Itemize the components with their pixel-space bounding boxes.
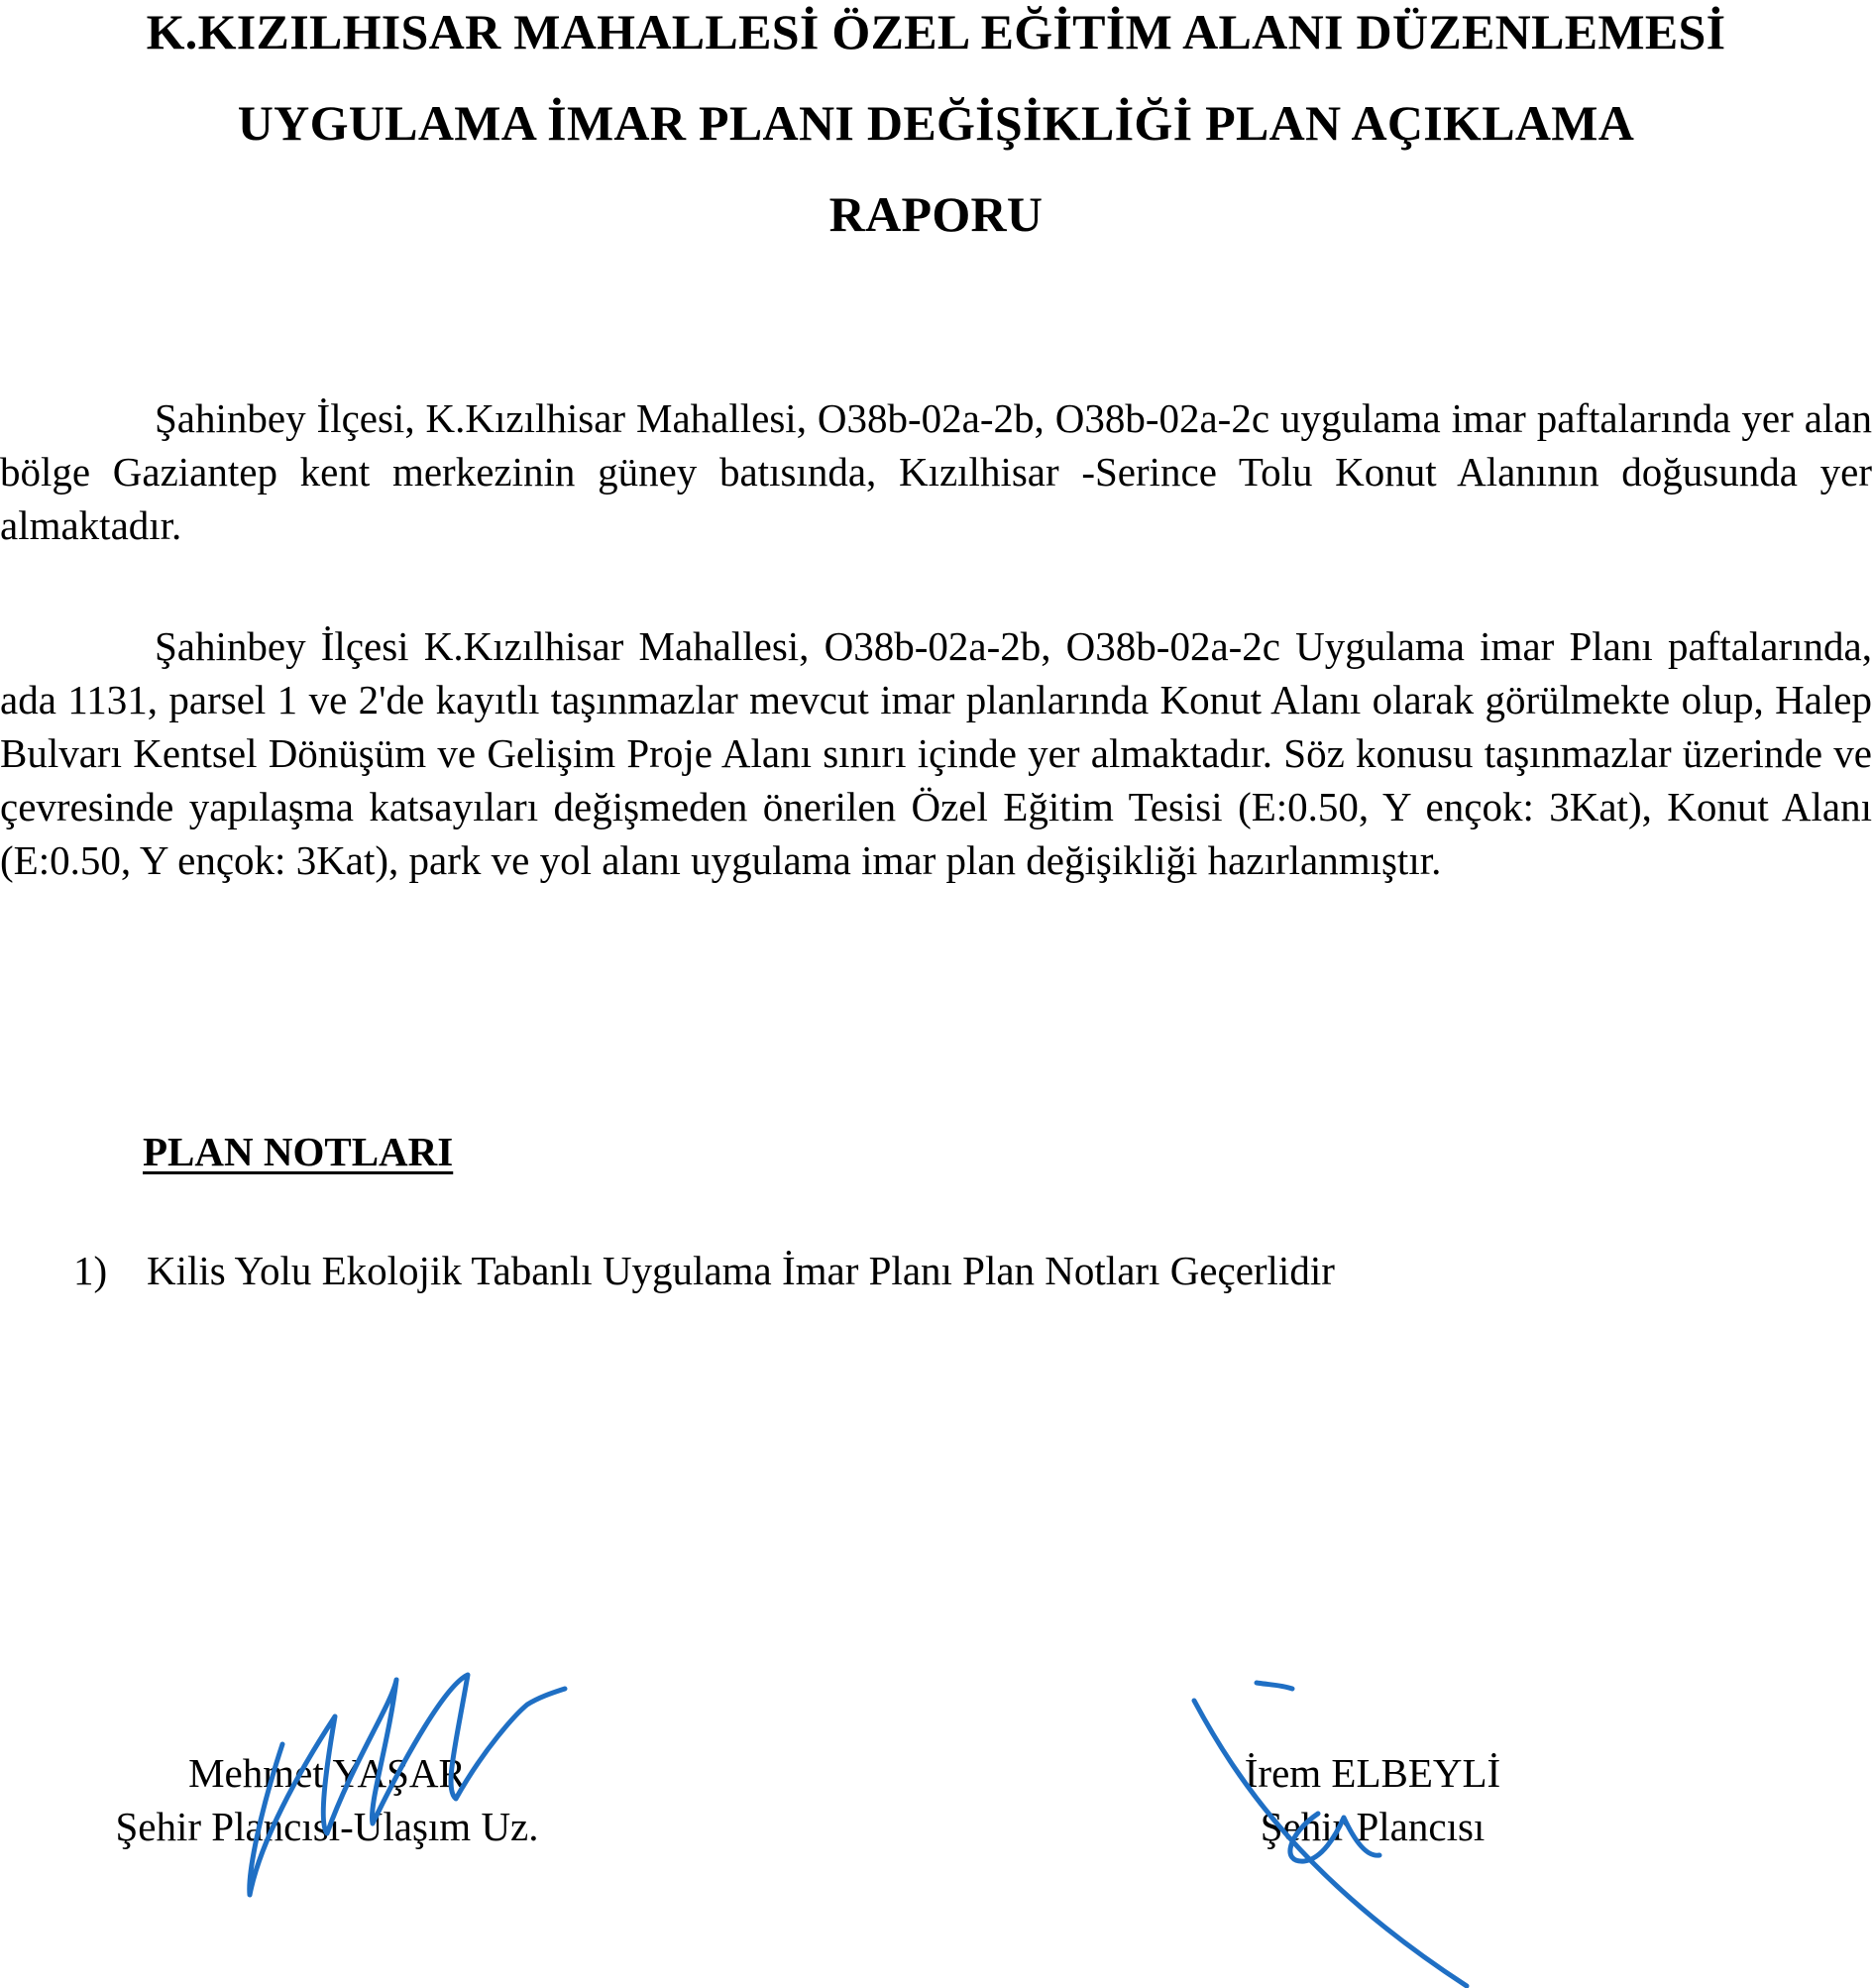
signatory-name-2: İrem ELBEYLİ bbox=[1244, 1750, 1501, 1796]
signatory-block-2 bbox=[1150, 1746, 1596, 1853]
signatory-role-1: Şehir Plancısı-Ulaşım Uz. bbox=[115, 1804, 539, 1849]
plan-note-number: 1) bbox=[73, 1248, 108, 1293]
document-title bbox=[0, 0, 1872, 260]
plan-note-text: Kilis Yolu Ekolojik Tabanlı Uygulama İmar Planı Plan Notları Geçerlidir bbox=[147, 1248, 1335, 1293]
signatory-block-1 bbox=[59, 1746, 595, 1853]
section-heading-plan-notes: PLAN NOTLARI bbox=[143, 1129, 454, 1174]
paragraph-plan-change: Şahinbey İlçesi K.Kızılhisar Mahallesi, O38b-02a-2b, O38b-02a-2c Uygulama imar Planı paftalarında, ada 1131, parsel 1 ve 2'de kayıtlı taşınmazlar mevcut imar planlarında Konut Alanı olarak görülmekte olup, Halep Bulvarı Kentsel Dönüşüm ve Gelişim Proje Alanı sınırı içinde yer almaktadır. Söz konusu taşınmazlar üzerinde ve çevresinde yapılaşma katsayıları değişmeden önerilen Özel Eğitim Tesisi (E:0.50, Y ençok: 3Kat), Konut Alanı (E:0.50, Y ençok: 3Kat), park ve yol alanı uygulama imar plan değişikliği hazırlanmıştır. bbox=[0, 623, 1872, 883]
paragraph-location: Şahinbey İlçesi, K.Kızılhisar Mahallesi, O38b-02a-2b, O38b-02a-2c uygulama imar paftalarında yer alan bölge Gaziantep kent merkezinin güney batısında, Kızılhisar -Serince Tolu Konut Alanının doğusunda yer almaktadır. bbox=[0, 395, 1872, 548]
plan-note-item bbox=[73, 1244, 1335, 1297]
signatory-role-2: Şehir Plancısı bbox=[1260, 1804, 1486, 1849]
signatory-name-1: Mehmet YAŞAR bbox=[188, 1750, 466, 1796]
title-line-3: RAPORU bbox=[828, 186, 1044, 242]
title-line-1: K.KIZILHISAR MAHALLESİ ÖZEL EĞİTİM ALANI DÜZENLEMESİ bbox=[146, 4, 1726, 59]
title-line-2: UYGULAMA İMAR PLANI DEĞİŞİKLİĞİ PLAN AÇIKLAMA bbox=[237, 95, 1635, 151]
